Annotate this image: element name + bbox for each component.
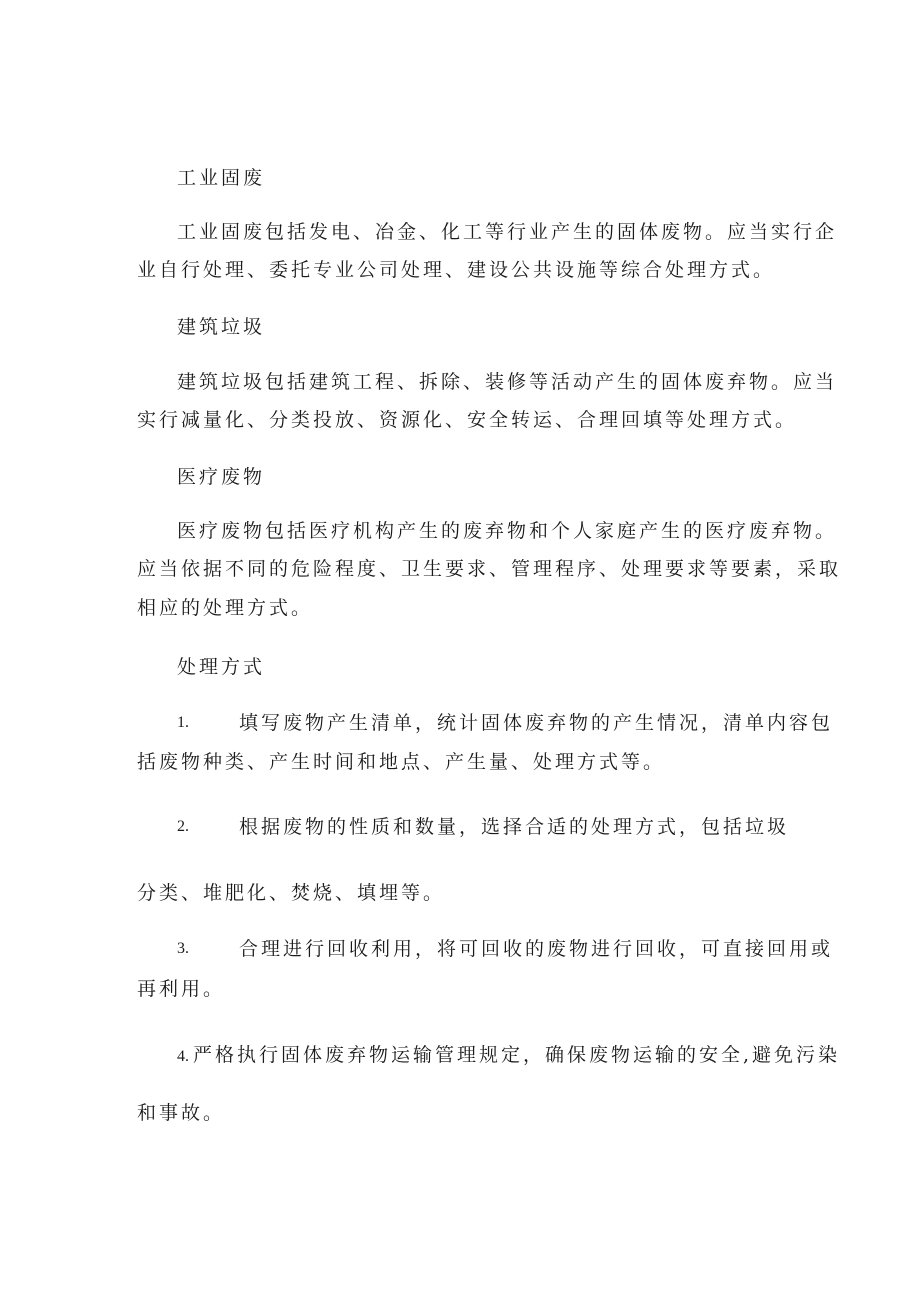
list-item-text-line1: 根据废物的性质和数量，选择合适的处理方式，包括垃圾 [239,816,790,838]
list-item-number: 1. [177,714,189,731]
paragraph-medical-line2: 应当依据不同的危险程度、卫生要求、管理程序、处理要求等要素，采取 [137,558,842,580]
list-item-text-line2: 和事故。 [137,1102,226,1124]
paragraph-construction-line2: 实行减量化、分类投放、资源化、安全转运、合理回填等处理方式。 [137,409,798,431]
list-item-text-line2: 再利用。 [137,978,226,1000]
list-item-text-line1: 填写废物产生清单，统计固体废弃物的产生情况，清单内容包 [239,712,834,734]
list-item-text-line1: 严格执行固体废弃物运输管理规定，确保废物运输的安全,避免污染 [193,1044,841,1066]
section-heading-methods: 处理方式 [177,656,266,678]
section-heading-industrial: 工业固废 [177,167,266,189]
list-item-text-line2: 括废物种类、产生时间和地点、产生量、处理方式等。 [137,751,666,773]
section-heading-construction: 建筑垃圾 [177,316,266,338]
list-item-number: 3. [177,940,189,957]
list-item-text-line2: 分类、堆肥化、焚烧、填埋等。 [137,882,446,904]
paragraph-medical-line1: 医疗废物包括医疗机构产生的废弃物和个人家庭产生的医疗废弃物。 [177,520,838,542]
paragraph-industrial-line1: 工业固废包括发电、冶金、化工等行业产生的固体废物。应当实行企 [177,221,838,243]
list-item-number: 2. [177,818,189,835]
paragraph-medical-line3: 相应的处理方式。 [137,597,314,619]
section-heading-medical: 医疗废物 [177,466,266,488]
paragraph-industrial-line2: 业自行处理、委托专业公司处理、建设公共设施等综合处理方式。 [137,259,776,281]
list-item-number: 4. [177,1048,189,1065]
paragraph-construction-line1: 建筑垃圾包括建筑工程、拆除、装修等活动产生的固体废弃物。应当 [177,371,838,393]
list-item-4-line1 [177,1043,840,1069]
list-item-text-line1: 合理进行回收利用，将可回收的废物进行回收，可直接回用或 [239,938,834,960]
